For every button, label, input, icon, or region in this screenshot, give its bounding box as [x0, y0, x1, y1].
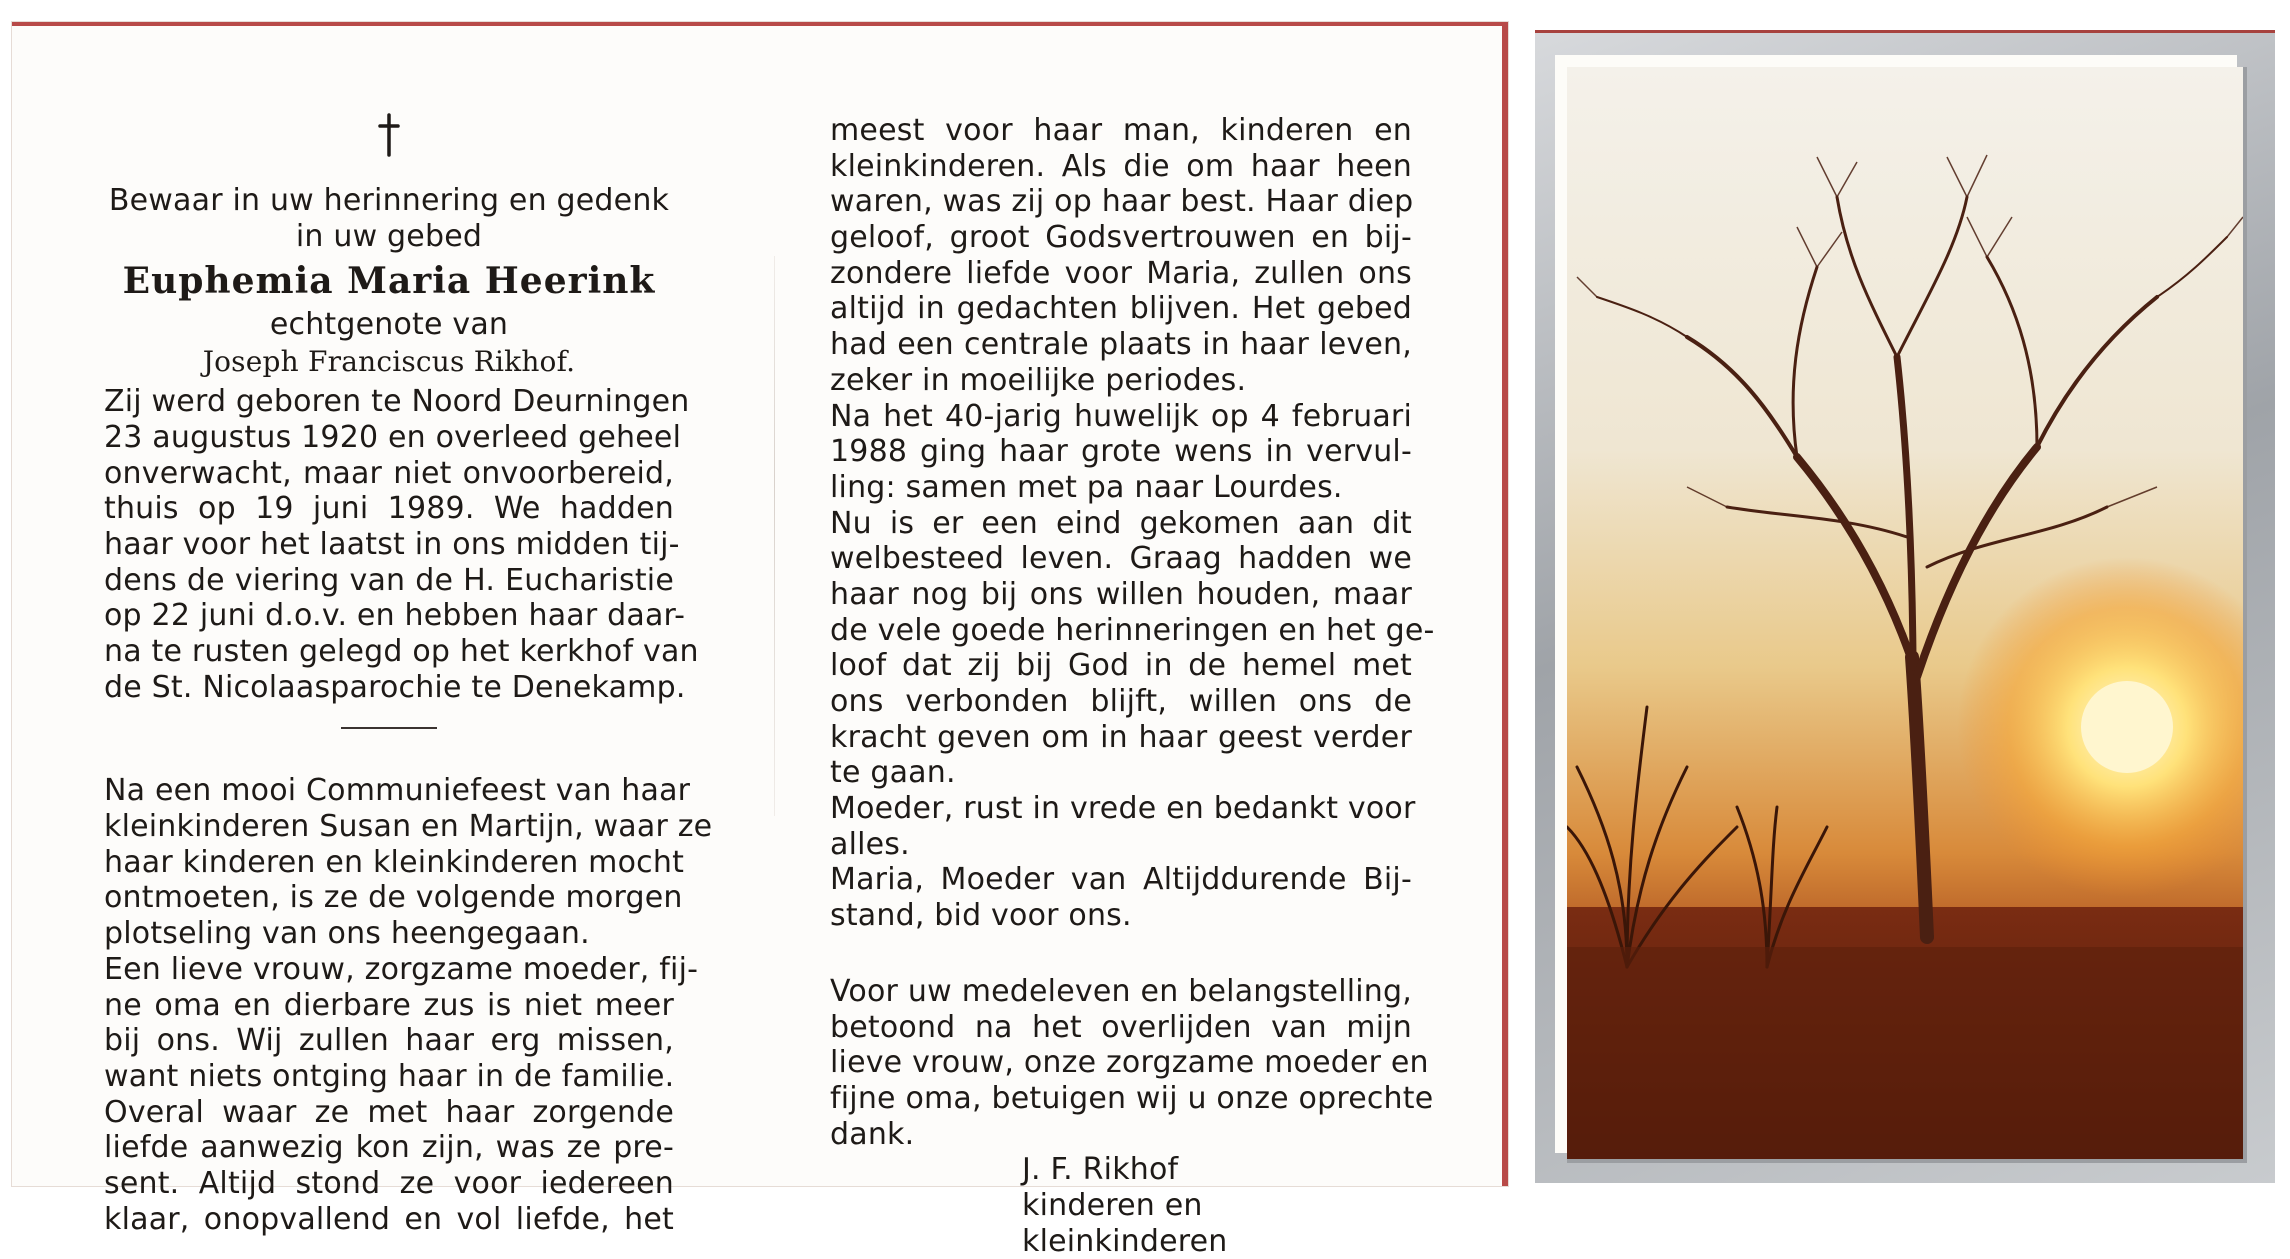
- bio-line: thuis op 19 juni 1989. We hadden: [104, 491, 674, 527]
- bio-line: de St. Nicolaasparochie te Denekamp.: [104, 669, 686, 705]
- signature-name: J. F. Rikhof: [1022, 1152, 1179, 1188]
- text-line: Overal waar ze met haar zorgende: [104, 1094, 674, 1130]
- text-line: de vele goede herinneringen en het ge-: [830, 612, 1435, 648]
- text-line: ne oma en dierbare zus is niet meer: [104, 987, 674, 1023]
- photo-mount: [1555, 55, 2237, 1153]
- text-line: haar nog bij ons willen houden, maar: [830, 576, 1412, 612]
- text-line: altijd in gedachten blijven. Het gebed: [830, 291, 1412, 327]
- greeting-line-1: Bewaar in uw herinnering en gedenk: [108, 183, 670, 218]
- text-line: want niets ontging haar in de familie.: [104, 1058, 675, 1094]
- text-line: te gaan.: [830, 755, 956, 791]
- text-line: ontmoeten, is ze de volgende morgen: [104, 880, 683, 916]
- text-line: meest voor haar man, kinderen en: [830, 113, 1412, 148]
- bio-line: op 22 juni d.o.v. en hebben haar daar-: [104, 598, 686, 634]
- spouse-intro: echtgenote van: [269, 307, 509, 343]
- text-line: geloof, groot Godsvertrouwen en bij-: [830, 220, 1412, 256]
- text-line: haar kinderen en kleinkinderen mocht: [104, 844, 685, 880]
- photo-card: [1535, 30, 2275, 1183]
- remembrance-text-right: [830, 113, 1435, 934]
- cross-icon: [104, 113, 674, 183]
- thanks-line: dank.: [830, 1116, 915, 1152]
- text-line: stand, bid voor ons.: [830, 898, 1132, 934]
- text-line: bij ons. Wij zullen haar erg missen,: [104, 1023, 674, 1059]
- biography: [104, 384, 699, 705]
- signature-family: kinderen en kleinkinderen: [1022, 1187, 1228, 1259]
- bio-line: Zij werd geboren te Noord Deurningen: [104, 384, 690, 420]
- text-line: welbesteed leven. Graag hadden we: [830, 541, 1412, 577]
- sunset-photo: [1567, 67, 2247, 1163]
- text-line: Een lieve vrouw, zorgzame moeder, fij-: [104, 951, 699, 987]
- section-divider: [341, 727, 437, 729]
- thanks-line: lieve vrouw, onze zorgzame moeder en: [830, 1045, 1429, 1081]
- memorial-card: [12, 22, 1508, 1259]
- bio-line: na te rusten gelegd op het kerkhof van: [104, 634, 699, 670]
- bio-line: haar voor het laatst in ons midden tij-: [104, 526, 680, 562]
- text-line: 1988 ging haar grote wens in vervul-: [830, 434, 1412, 470]
- text-line: plotseling van ons heengegaan.: [104, 916, 590, 952]
- text-line: kleinkinderen Susan en Martijn, waar ze: [104, 809, 713, 845]
- text-line: Nu is er een eind gekomen aan dit: [830, 505, 1412, 541]
- greeting-line-2: in uw gebed: [295, 218, 483, 254]
- text-line: Na het 40-jarig huwelijk op 4 februari: [830, 398, 1412, 434]
- left-panel: [104, 113, 713, 1237]
- card-fold: [774, 256, 775, 816]
- signature: [830, 1152, 1412, 1259]
- text-line: had een centrale plaats in haar leven,: [830, 327, 1412, 363]
- text-line: Maria, Moeder van Altijddurende Bij-: [830, 862, 1412, 898]
- right-panel: [830, 113, 1435, 1259]
- text-line: kracht geven om in haar geest verder: [830, 719, 1412, 755]
- thanks-text: [830, 973, 1434, 1152]
- text-line: zondere liefde voor Maria, zullen ons: [830, 255, 1412, 291]
- text-line: ling: samen met pa naar Lourdes.: [830, 469, 1343, 505]
- text-line: kleinkinderen. Als die om haar heen: [830, 148, 1412, 184]
- text-line: zeker in moeilijke periodes.: [830, 362, 1247, 398]
- text-line: liefde aanwezig kon zijn, was ze pre-: [104, 1130, 674, 1166]
- text-line: Na een mooi Communiefeest van haar: [104, 773, 691, 809]
- deceased-name: Euphemia Maria Heerink: [122, 260, 656, 303]
- thanks-line: Voor uw medeleven en belangstelling,: [830, 973, 1412, 1009]
- bio-line: dens de viering van de H. Eucharistie: [104, 562, 674, 598]
- spouse-name: Joseph Franciscus Rikhof.: [202, 344, 576, 378]
- text-line: Moeder, rust in vrede en bedankt voor: [830, 791, 1416, 827]
- bio-line: onverwacht, maar niet onvoorbereid,: [104, 455, 674, 491]
- bio-line: 23 augustus 1920 en overleed geheel: [104, 419, 682, 455]
- remembrance-text-left: [104, 773, 713, 1237]
- thanks-line: fijne oma, betuigen wij u onze oprechte: [830, 1080, 1434, 1116]
- text-line: ons verbonden blijft, willen ons de: [830, 684, 1412, 719]
- text-line: loof dat zij bij God in de hemel met: [830, 648, 1412, 684]
- text-line: alles.: [830, 826, 910, 862]
- thanks-line: betoond na het overlijden van mijn: [830, 1009, 1412, 1045]
- text-line: waren, was zij op haar best. Haar diep: [830, 184, 1414, 220]
- text-line: klaar, onopvallend en vol liefde, het: [104, 1201, 674, 1237]
- text-line: sent. Altijd stond ze voor iedereen: [104, 1165, 674, 1201]
